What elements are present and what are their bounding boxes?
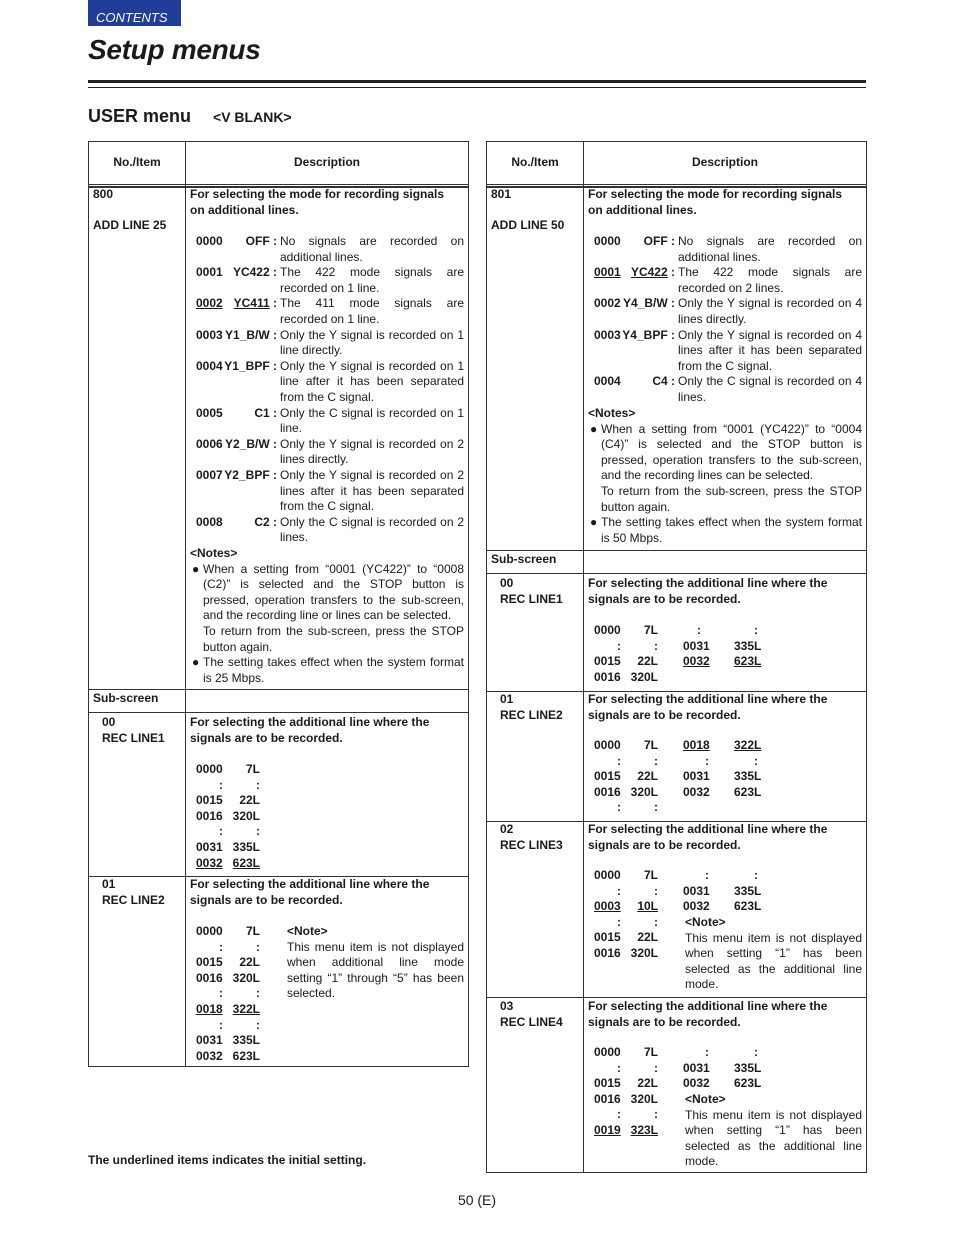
page-title: Setup menus bbox=[88, 34, 261, 65]
rec-line1-desc: For selecting the additional line where the signals are to be recorded. bbox=[190, 715, 430, 745]
option-mode: YC411 : bbox=[233, 296, 277, 311]
section-title: USER menu bbox=[88, 106, 192, 126]
option-row bbox=[588, 234, 862, 265]
option-description: Only the Y signal is recorded on 1 line after it has been separated from the C signal. bbox=[280, 358, 464, 404]
option-row bbox=[588, 328, 862, 375]
line-row: : : bbox=[219, 777, 260, 792]
bullet-icon: ● bbox=[590, 515, 598, 530]
option-code: 0007 bbox=[196, 467, 223, 482]
col-header-no-item: No./Item bbox=[511, 155, 559, 169]
option-mode: Y2_BPF : bbox=[224, 467, 277, 482]
rec-line2-table: 0000 7L 0018 322L : : : : 0015 22L 0031 335L 0016 320L 0032 623L : : bbox=[594, 738, 762, 815]
line-row: 0031 335L bbox=[196, 1033, 260, 1048]
notes-label: <Notes> bbox=[190, 546, 238, 560]
line-row: 0016 320L bbox=[196, 808, 260, 823]
option-description: The 422 mode signals are recorded on 1 line. bbox=[280, 265, 464, 295]
notes-block bbox=[588, 406, 862, 546]
option-mode: Y4_BPF : bbox=[622, 327, 675, 342]
option-description: Only the Y signal is recorded on 4 lines directly. bbox=[678, 296, 862, 326]
option-description: Only the Y signal is recorded on 2 lines after it has been separated from the C signal. bbox=[280, 467, 464, 514]
section-subtitle: <V BLANK> bbox=[213, 109, 292, 125]
option-code: 0004 bbox=[196, 358, 223, 373]
option-mode: OFF : bbox=[245, 234, 277, 248]
option-description: Only the C signal is recorded on 1 line. bbox=[280, 405, 464, 436]
right-table bbox=[486, 141, 867, 1173]
option-row bbox=[190, 296, 464, 327]
option-mode: C2 : bbox=[254, 514, 277, 529]
option-code: 0001 bbox=[196, 265, 223, 280]
item-name: ADD LINE 25 bbox=[93, 218, 167, 232]
option-description: The 411 mode signals are recorded on 1 line. bbox=[280, 296, 464, 326]
section-heading bbox=[88, 106, 292, 127]
bullet-icon: ● bbox=[192, 561, 200, 576]
col-header-description: Description bbox=[293, 155, 360, 169]
rec-line1-name: REC LINE1 bbox=[500, 592, 563, 606]
rec-line4-number: 03 bbox=[500, 999, 514, 1013]
option-mode: YC422 : bbox=[630, 265, 675, 280]
note-item: ● When a setting from “0001 (YC422)” to “0008 (C2)” is selected and the STOP button is pressed, operation transfers to the sub-screen, and the recording line or lines can be selected. To return from the sub-screen, press the STOP button again. bbox=[192, 561, 464, 654]
option-description: Only the C signal is recorded on 2 lines. bbox=[280, 514, 464, 545]
rec-line2-name: REC LINE2 bbox=[102, 893, 165, 907]
line-row: 0000 7L bbox=[196, 924, 260, 938]
line-row: 0018 322L bbox=[196, 1001, 260, 1016]
option-mode: YC422 : bbox=[232, 265, 277, 280]
rec-line3-name: REC LINE3 bbox=[500, 838, 563, 852]
left-table bbox=[88, 141, 469, 1067]
option-code: 0000 bbox=[196, 234, 223, 248]
option-row bbox=[588, 296, 862, 327]
option-list bbox=[588, 234, 862, 406]
rec-line3-table: 0000 7L : : : : 0031 335L 0003 10L 0032 623L : : 0015 22L 0016 320L bbox=[594, 868, 762, 960]
option-row bbox=[190, 359, 464, 406]
bullet-icon: ● bbox=[590, 421, 598, 436]
option-row bbox=[190, 234, 464, 265]
rec-line4-table: 0000 7L : : : : 0031 335L 0015 22L 0032 623L 0016 320L : : 0019 323L bbox=[594, 1045, 762, 1137]
line-row: 0032 623L bbox=[196, 855, 260, 870]
item-number: 800 bbox=[93, 187, 114, 201]
rec-line4-note: <Note> This menu item is not displayed when setting “1” has been selected as the additional line mode. bbox=[685, 1092, 862, 1169]
rec-line1-number: 00 bbox=[500, 576, 514, 590]
option-mode: Y1_B/W : bbox=[224, 327, 277, 342]
right-table-header bbox=[487, 142, 866, 188]
option-description: No signals are recorded on additional lines. bbox=[280, 234, 464, 264]
line-row: : : bbox=[219, 939, 260, 954]
item-name: ADD LINE 50 bbox=[491, 218, 565, 232]
note-item: ● The setting takes effect when the system format is 50 Mbps. bbox=[590, 515, 862, 545]
option-mode: C1 : bbox=[254, 405, 277, 420]
bullet-icon: ● bbox=[192, 655, 200, 670]
notes-label: <Notes> bbox=[588, 406, 636, 420]
option-description: The 422 mode signals are recorded on 2 lines. bbox=[678, 265, 862, 295]
option-code: 0002 bbox=[196, 296, 223, 311]
contents-tab[interactable]: CONTENTS bbox=[88, 0, 181, 26]
subscreen-label: Sub-screen bbox=[491, 552, 557, 566]
option-code: 0000 bbox=[594, 234, 621, 248]
option-code: 0003 bbox=[594, 327, 621, 342]
item-description-title: For selecting the mode for recording signals on additional lines. bbox=[190, 187, 445, 217]
option-mode: Y1_BPF : bbox=[224, 358, 277, 373]
option-description: Only the Y signal is recorded on 1 line directly. bbox=[280, 327, 464, 358]
rec-line3-note: <Note> This menu item is not displayed when setting “1” has been selected as the additional line mode. bbox=[685, 915, 862, 992]
option-row bbox=[190, 437, 464, 468]
line-row: 0015 22L bbox=[196, 793, 260, 808]
item-number: 801 bbox=[491, 187, 512, 201]
rec-line1-table: 0000 7L : : : : 0031 335L 0015 22L 0032 623L 0016 320L bbox=[594, 623, 762, 684]
rec-line3-number: 02 bbox=[500, 822, 514, 836]
option-mode: Y4_B/W : bbox=[622, 296, 675, 311]
option-mode: OFF : bbox=[643, 234, 675, 248]
option-row bbox=[190, 406, 464, 437]
note-item: ● The setting takes effect when the system format is 25 Mbps. bbox=[192, 655, 464, 685]
rec-line4-name: REC LINE4 bbox=[500, 1015, 563, 1029]
line-row: : : bbox=[219, 986, 260, 1001]
option-code: 0006 bbox=[196, 436, 223, 451]
line-row: : : bbox=[219, 824, 260, 839]
rec-line2-number: 01 bbox=[500, 692, 514, 706]
rec-line3-desc: For selecting the additional line where the signals are to be recorded. bbox=[588, 822, 828, 852]
option-mode: C4 : bbox=[652, 374, 675, 389]
option-row bbox=[190, 468, 464, 515]
title-rule-thin bbox=[88, 87, 866, 88]
page-number: 50 (E) bbox=[457, 1192, 497, 1208]
option-code: 0001 bbox=[594, 265, 621, 280]
rec-line4-desc: For selecting the additional line where the signals are to be recorded. bbox=[588, 999, 828, 1029]
rec-line2-desc: For selecting the additional line where the signals are to be recorded. bbox=[588, 692, 828, 722]
option-mode: Y2_B/W : bbox=[224, 436, 277, 451]
option-row bbox=[190, 328, 464, 359]
option-description: No signals are recorded on additional lines. bbox=[678, 234, 862, 264]
option-code: 0005 bbox=[196, 405, 223, 420]
rec-line1-name: REC LINE1 bbox=[102, 731, 165, 745]
footnote: The underlined items indicates the initial setting. bbox=[88, 1153, 367, 1167]
rec-line2-note: <Note> This menu item is not displayed when additional line mode setting “1” through “5” has been selected. bbox=[287, 924, 464, 1001]
title-rule-thick bbox=[88, 80, 866, 83]
option-description: Only the C signal is recorded on 4 lines. bbox=[678, 374, 862, 404]
subscreen-label: Sub-screen bbox=[93, 691, 159, 705]
rec-line1-table bbox=[190, 762, 280, 871]
rec-line2-desc: For selecting the additional line where the signals are to be recorded. bbox=[190, 877, 430, 907]
rec-line2-name: REC LINE2 bbox=[500, 708, 563, 722]
option-code: 0008 bbox=[196, 514, 223, 529]
rec-line2-number: 01 bbox=[102, 877, 116, 891]
left-table-header bbox=[89, 142, 468, 188]
option-list bbox=[190, 234, 464, 546]
line-row: 0016 320L bbox=[196, 970, 260, 985]
col-header-description: Description bbox=[691, 155, 758, 169]
rec-line2-table bbox=[190, 924, 280, 1064]
note-item: ● When a setting from “0001 (YC422)” to “0004 (C4)” is selected and the STOP button is pressed, operation transfers to the sub-screen, and the recording lines can be selected. To return from the sub-screen, press the STOP button again. bbox=[590, 421, 862, 514]
option-row bbox=[190, 265, 464, 296]
option-row bbox=[190, 515, 464, 546]
col-header-no-item: No./Item bbox=[113, 155, 161, 169]
line-row: 0000 7L bbox=[196, 762, 260, 776]
option-row bbox=[588, 374, 862, 405]
notes-block bbox=[190, 546, 464, 686]
line-row: 0031 335L bbox=[196, 839, 260, 854]
item-description-title: For selecting the mode for recording signals on additional lines. bbox=[588, 187, 843, 217]
option-description: Only the Y signal is recorded on 4 lines after it has been separated from the C signal. bbox=[678, 327, 862, 373]
rec-line1-desc: For selecting the additional line where the signals are to be recorded. bbox=[588, 576, 828, 606]
option-row bbox=[588, 265, 862, 296]
option-code: 0004 bbox=[594, 374, 621, 389]
option-code: 0003 bbox=[196, 327, 223, 342]
rec-line1-number: 00 bbox=[102, 715, 116, 729]
line-row: : : bbox=[219, 1017, 260, 1032]
line-row: 0032 623L bbox=[196, 1048, 260, 1063]
option-description: Only the Y signal is recorded on 2 lines directly. bbox=[280, 436, 464, 467]
line-row: 0015 22L bbox=[196, 955, 260, 970]
option-code: 0002 bbox=[594, 296, 621, 311]
